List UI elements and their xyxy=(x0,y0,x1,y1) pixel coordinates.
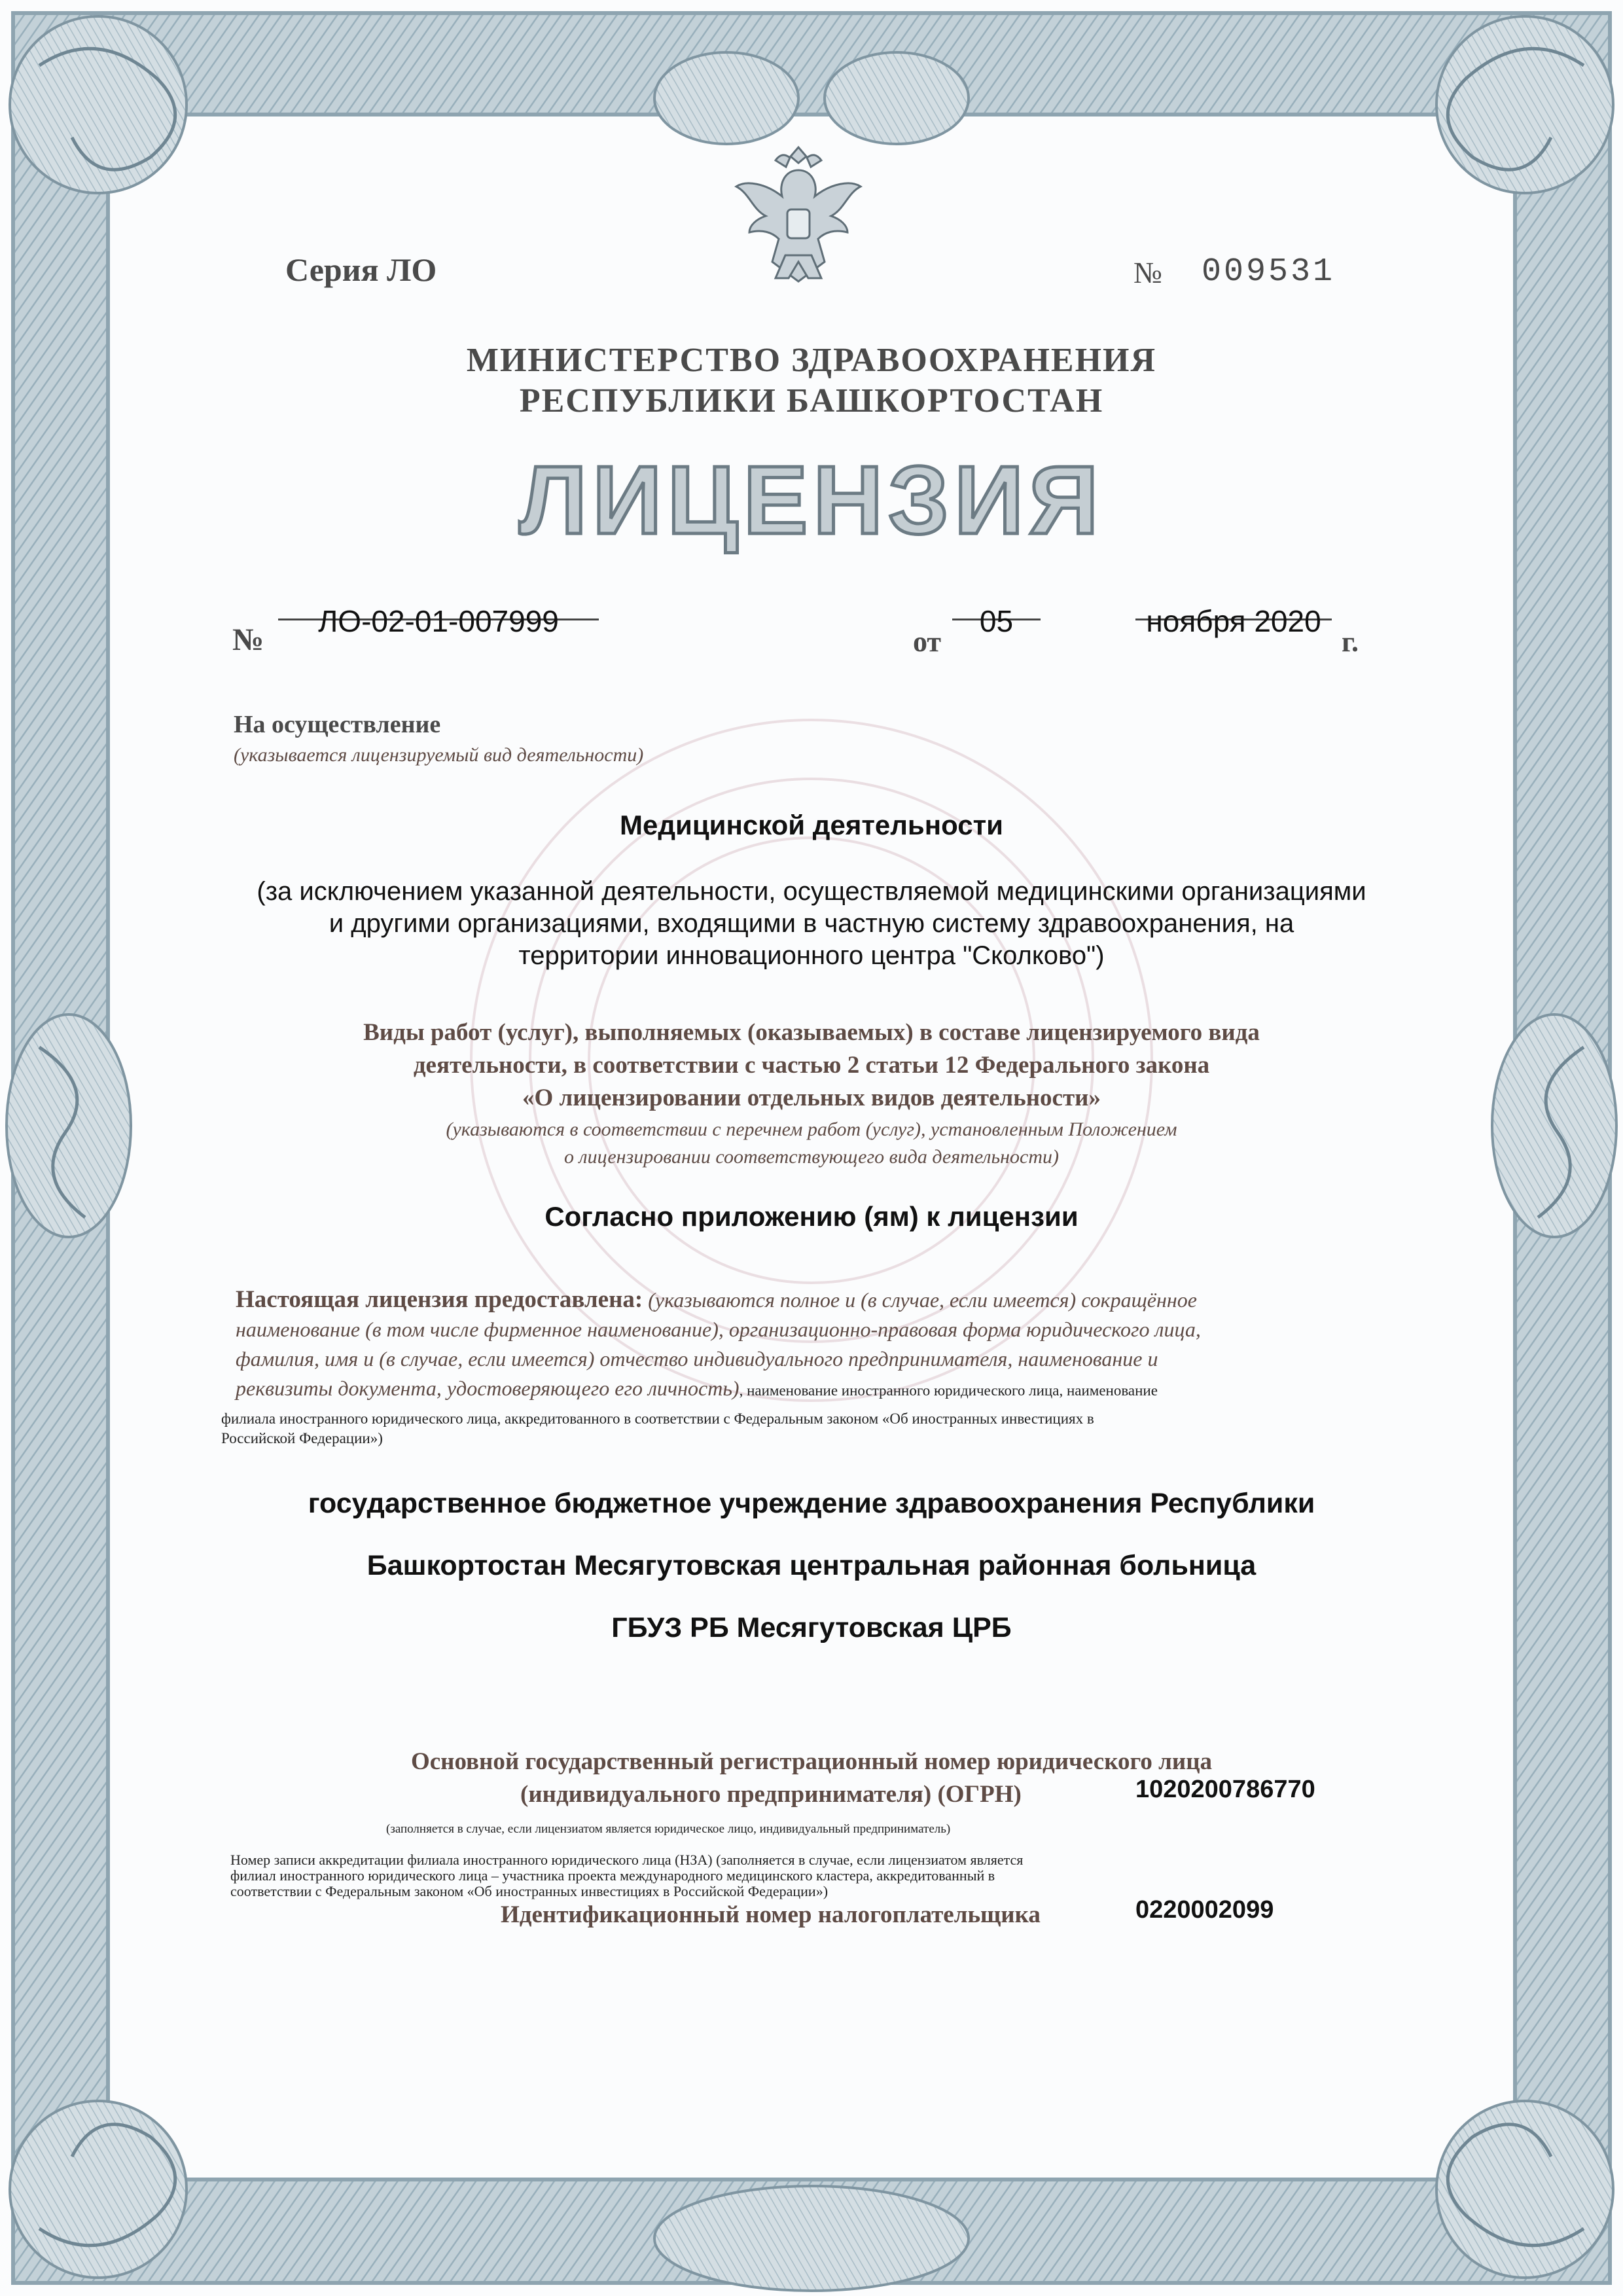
ministry-header-line-2: РЕСПУБЛИКИ БАШКОРТОСТАН xyxy=(519,382,1104,420)
nza-line-1: Номер записи аккредитации филиала иностранного юридического лица (НЗА) (заполняется в случае, если лицензиатом является xyxy=(230,1852,1024,1868)
activity-exception xyxy=(144,876,1479,972)
works-heading xyxy=(196,1016,1427,1115)
series-label: Серия ЛО xyxy=(285,251,437,288)
document-title: ЛИЦЕНЗИЯ xyxy=(519,446,1104,554)
license-day: 05 xyxy=(979,604,1014,638)
inn-label: Идентификационный номер налогоплательщика xyxy=(501,1901,1041,1928)
nza-note xyxy=(230,1852,1389,1899)
licensee-name-line-2: Башкортостан Месягутовская центральная районная больница xyxy=(366,1550,1257,1581)
license-number: ЛО-02-01-007999 xyxy=(318,604,559,638)
activity-exception-line-1: (за исключением указанной деятельности, осуществляемой медицинскими организациями xyxy=(257,877,1366,906)
activity-label: На осуществление xyxy=(234,711,441,738)
works-hint xyxy=(196,1116,1427,1171)
granted-hint-foreign xyxy=(221,1409,1373,1448)
coat-of-arms-emblem xyxy=(730,141,867,291)
granted-hint-2: наименование (в том числе фирменное наименование), организационно-правовая форма юридического лица, xyxy=(236,1318,1201,1341)
licensee-name-line-1: государственное бюджетное учреждение здравоохранения Республики xyxy=(308,1488,1315,1519)
granted-hint-5: филиала иностранного юридического лица, аккредитованного в соответствии с Федеральным законом «Об иностранных инвестициях в xyxy=(221,1410,1094,1427)
works-heading-line-1: Виды работ (услуг), выполняемых (оказываемых) в составе лицензируемого вида xyxy=(363,1019,1260,1046)
granted-hint-1: (указываются полное и (в случае, если имеется) сокращённое xyxy=(648,1288,1197,1312)
ogrn-value: 1020200786770 xyxy=(1135,1776,1315,1803)
license-month-year: ноября 2020 xyxy=(1146,604,1321,638)
license-number-sign: № xyxy=(232,622,264,657)
nza-line-3: соответствии с Федеральным законом «Об иностранных инвестициях в Российской Федерации») xyxy=(230,1883,829,1899)
activity-exception-line-3: территории инновационного центра "Сколково") xyxy=(518,941,1105,970)
ogrn-label-line-2: (индивидуального предпринимателя) (ОГРН) xyxy=(520,1781,1022,1808)
works-hint-line-1: (указываются в соответствии с перечнем работ (услуг), установленным Положением xyxy=(446,1119,1177,1140)
licensee-short-name: ГБУЗ РБ Месягутовская ЦРБ xyxy=(611,1612,1012,1643)
granted-label: Настоящая лицензия предоставлена: xyxy=(236,1286,643,1313)
activity-hint: (указывается лицензируемый вид деятельности) xyxy=(234,744,644,766)
activity-value: Медицинской деятельности xyxy=(620,810,1003,840)
granted-line-4 xyxy=(236,1374,1361,1405)
license-from-label: от xyxy=(913,626,942,658)
works-heading-line-2: деятельности, в соответствии с частью 2 статьи 12 Федерального закона xyxy=(413,1052,1210,1079)
ogrn-label-line-1: Основной государственный регистрационный номер юридического лица xyxy=(410,1748,1213,1775)
works-heading-line-3: «О лицензировании отдельных видов деятельности» xyxy=(522,1085,1101,1111)
license-year-suffix: г. xyxy=(1342,626,1359,658)
granted-hint-3: фамилия, имя и (в случае, если имеется) отчество индивидуального предпринимателя, наименование и xyxy=(236,1347,1158,1371)
granted-hint-4-tail: , наименование иностранного юридического лица, наименование xyxy=(739,1382,1158,1399)
granted-hint-4: реквизиты документа, удостоверяющего его личность) xyxy=(236,1376,740,1400)
activity-exception-line-2: и другими организациями, входящими в частную систему здравоохранения, на xyxy=(329,909,1294,938)
works-value: Согласно приложению (ям) к лицензии xyxy=(544,1201,1079,1232)
works-hint-line-2: о лицензировании соответствующего вида деятельности) xyxy=(564,1146,1059,1168)
series-number: 009531 xyxy=(1202,253,1336,291)
licensee-name xyxy=(196,1473,1427,1659)
ogrn-note: (заполняется в случае, если лицензиатом является юридическое лицо, индивидуальный предприниматель) xyxy=(386,1822,951,1836)
granted-hint-6: Российской Федерации») xyxy=(221,1430,383,1446)
granted-line-1 xyxy=(236,1285,1361,1315)
series-number-sign: № xyxy=(1133,256,1162,289)
granted-block xyxy=(236,1285,1361,1405)
nza-line-2: филиал иностранного юридического лица – участника проекта международного медицинского кластера, аккредитованный в xyxy=(230,1867,995,1884)
ministry-header-line-1: МИНИСТЕРСТВО ЗДРАВООХРАНЕНИЯ xyxy=(466,342,1157,379)
ministry-header xyxy=(353,340,1270,422)
inn-value: 0220002099 xyxy=(1135,1896,1274,1924)
